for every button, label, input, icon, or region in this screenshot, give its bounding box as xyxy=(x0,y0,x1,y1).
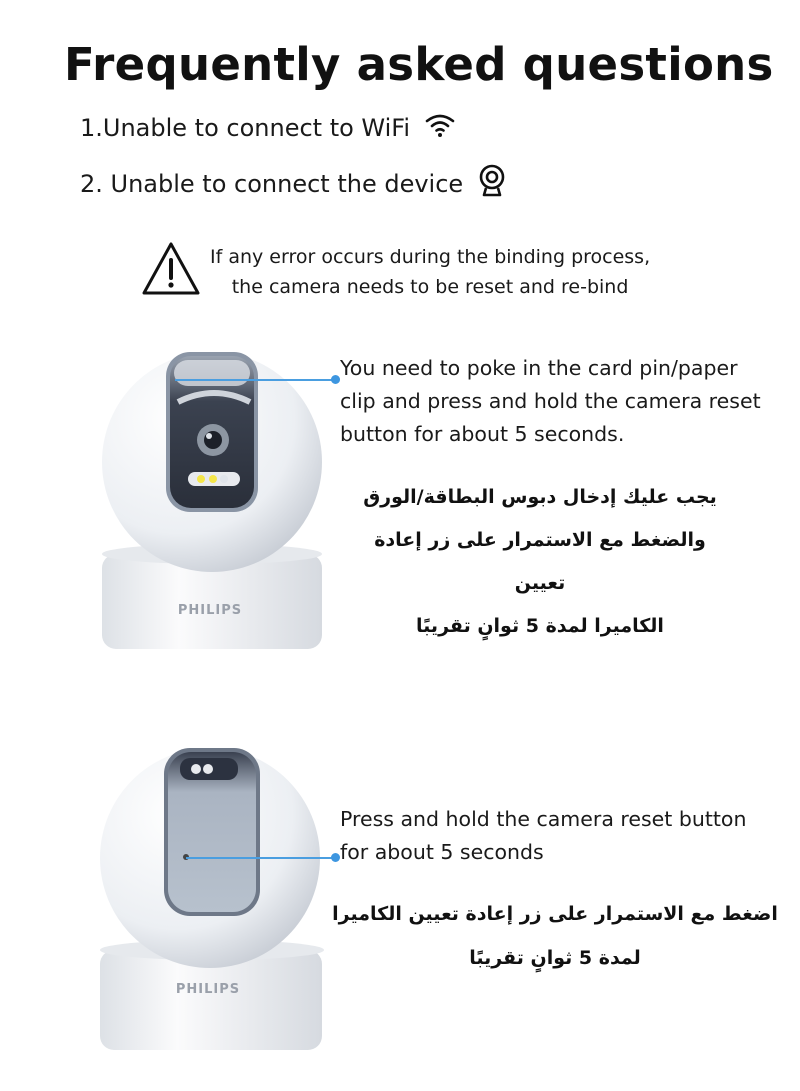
brand-logo: PHILIPS xyxy=(175,982,241,997)
pointer-dot xyxy=(331,853,340,862)
step1-arabic-text: يجب عليك إدخال دبوس البطاقة/الورق والضغط مع الاستمرار على زر إعادة تعيين الكاميرا لمدة 5 ثوانٍ تقريبًا xyxy=(363,486,717,637)
step2-english-text: Press and hold the camera reset button for about 5 seconds xyxy=(340,807,747,864)
faq-item-label: 2. Unable to connect the device xyxy=(80,170,464,198)
warning-triangle-icon xyxy=(140,240,202,303)
camera-image-front-reset xyxy=(96,322,336,652)
faq-item-label: 1.Unable to connect to WiFi xyxy=(80,114,411,142)
camera-image-tilted-reset xyxy=(96,718,336,1058)
step1-english-text: You need to poke in the card pin/paper clip and press and hold the camera reset button for about 5 seconds. xyxy=(340,356,761,446)
pointer-line xyxy=(186,857,336,859)
faq-item-device xyxy=(80,164,507,204)
warning-notice xyxy=(140,240,650,303)
pointer-line xyxy=(175,379,337,381)
pointer-dot xyxy=(331,375,340,384)
warning-text: If any error occurs during the binding process, the camera needs to be reset and re-bind xyxy=(210,245,651,298)
wifi-icon xyxy=(424,112,456,144)
webcam-icon xyxy=(477,164,507,204)
page-title: Frequently asked questions xyxy=(64,38,774,91)
faq-item-wifi xyxy=(80,112,456,144)
step2-arabic-text: اضغط مع الاستمرار على زر إعادة تعيين الكاميرا لمدة 5 ثوانٍ تقريبًا xyxy=(332,903,778,969)
brand-logo: PHILIPS xyxy=(177,603,243,618)
